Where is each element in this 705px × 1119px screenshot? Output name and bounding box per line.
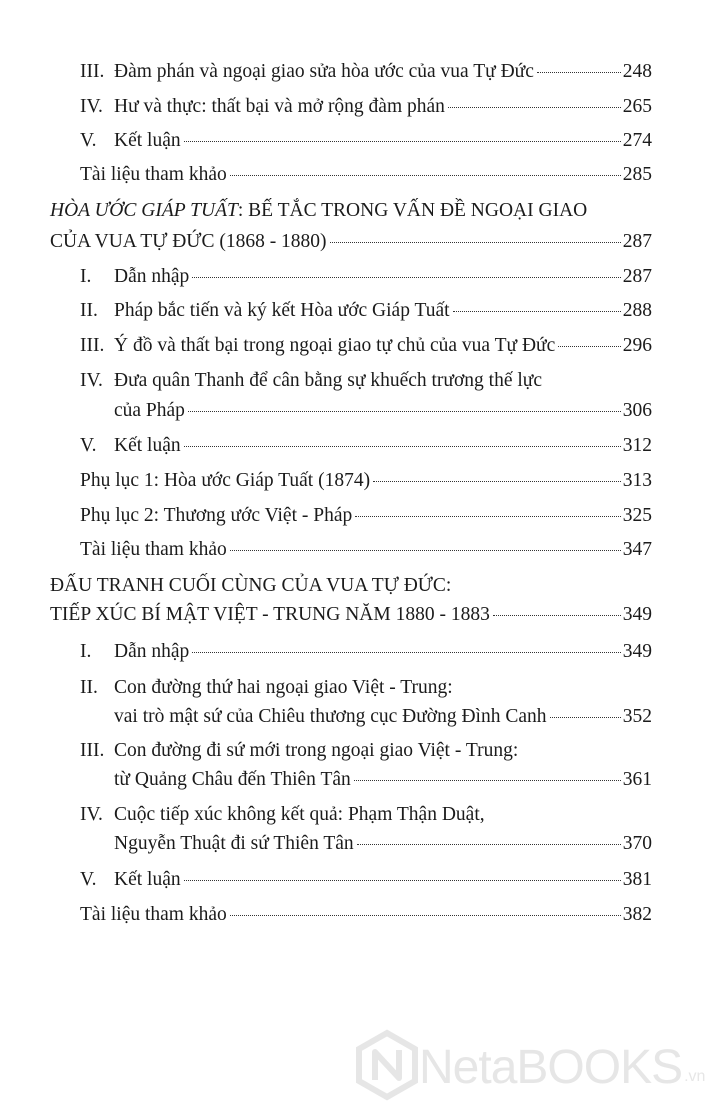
netabooks-logo-icon <box>355 1030 419 1105</box>
dot-leader <box>373 481 621 482</box>
dot-leader <box>330 242 621 243</box>
toc-entry <box>80 60 652 84</box>
dot-leader <box>357 844 621 845</box>
watermark <box>355 1030 705 1105</box>
toc-entry <box>80 504 652 528</box>
entry-title: Kết luận <box>114 869 181 890</box>
chapter-title-rest: : BẾ TẮC TRONG VẤN ĐỀ NGOẠI GIAO <box>237 200 588 221</box>
entry-number: IV. <box>80 96 103 117</box>
entry-title: Tài liệu tham khảo <box>80 164 227 185</box>
toc-entry-line1 <box>80 369 542 393</box>
toc-entry <box>80 265 652 289</box>
watermark-brand: NetaBOOKS <box>419 1041 683 1094</box>
toc-entry-line1 <box>80 803 485 827</box>
toc-entry-line2: của Pháp 306 <box>114 400 652 421</box>
dot-leader <box>184 880 621 881</box>
toc-entry <box>80 434 652 458</box>
entry-title: Phụ lục 1: Hòa ước Giáp Tuất (1874) <box>80 470 371 491</box>
dot-leader <box>354 780 621 781</box>
entry-title: Kết luận <box>114 435 181 456</box>
dot-leader <box>192 277 620 278</box>
toc-entry <box>80 903 652 927</box>
chapter-title-line2: CỦA VUA TỰ ĐỨC (1868 - 1880) 287 <box>50 231 652 252</box>
dot-leader <box>188 411 621 412</box>
dot-leader <box>230 550 621 551</box>
entry-number: IV. <box>80 804 103 825</box>
dot-leader <box>453 311 621 312</box>
entry-page: 347 <box>622 539 652 560</box>
entry-title: Tài liệu tham khảo <box>80 539 227 560</box>
entry-title: Phụ lục 2: Thương ước Việt - Pháp <box>80 505 353 526</box>
entry-page: 382 <box>622 904 652 925</box>
toc-entry <box>80 299 652 323</box>
entry-page: 248 <box>622 61 652 82</box>
toc-entry <box>80 868 652 892</box>
watermark-suffix: .vn <box>684 1067 705 1085</box>
entry-page: 285 <box>622 164 652 185</box>
entry-page: 306 <box>622 400 652 421</box>
entry-number: III. <box>80 335 105 356</box>
toc-entry-line2: vai trò mật sứ của Chiêu thương cục Đường Đình Canh 352 <box>114 706 652 727</box>
toc-entry <box>80 469 652 493</box>
chapter-page: 349 <box>622 604 652 625</box>
entry-number: III. <box>80 61 105 82</box>
dot-leader <box>184 141 621 142</box>
entry-title: Cuộc tiếp xúc không kết quả: Phạm Thận Duật, <box>114 804 485 825</box>
dot-leader <box>493 615 621 616</box>
toc-entry-line2: Nguyễn Thuật đi sứ Thiên Tân 370 <box>114 833 652 854</box>
toc-entry <box>80 129 652 153</box>
entry-title: Dẫn nhập <box>114 266 190 287</box>
toc-entry <box>80 95 652 119</box>
entry-number: II. <box>80 300 98 321</box>
entry-number: I. <box>80 641 92 662</box>
entry-title: Ý đồ và thất bại trong ngoại giao tự chủ của vua Tự Đức <box>114 335 556 356</box>
entry-page: 381 <box>622 869 652 890</box>
chapter-title-line2: TIẾP XÚC BÍ MẬT VIỆT - TRUNG NĂM 1880 - 1883 349 <box>50 604 652 625</box>
entry-number: V. <box>80 435 97 456</box>
entry-title: Hư và thực: thất bại và mở rộng đàm phán <box>114 96 445 117</box>
entry-number: I. <box>80 266 92 287</box>
entry-title: Con đường thứ hai ngoại giao Việt - Trung: <box>114 677 453 698</box>
entry-number: V. <box>80 869 97 890</box>
toc-entry-line2: từ Quảng Châu đến Thiên Tân 361 <box>114 769 652 790</box>
toc-entry-line1 <box>80 739 518 763</box>
chapter-page: 287 <box>622 231 652 252</box>
entry-title: Dẫn nhập <box>114 641 190 662</box>
dot-leader <box>184 446 621 447</box>
entry-page: 288 <box>622 300 652 321</box>
entry-number: IV. <box>80 370 103 391</box>
chapter-title <box>50 199 587 223</box>
chapter-title-italic: HÒA ƯỚC GIÁP TUẤT <box>50 200 238 221</box>
entry-page: 274 <box>622 130 652 151</box>
entry-page: 265 <box>622 96 652 117</box>
entry-page: 296 <box>622 335 652 356</box>
entry-number: V. <box>80 130 97 151</box>
chapter-title: ĐẤU TRANH CUỐI CÙNG CỦA VUA TỰ ĐỨC: <box>50 575 452 596</box>
entry-page: 325 <box>622 505 652 526</box>
dot-leader <box>230 175 621 176</box>
entry-page: 370 <box>622 833 652 854</box>
entry-title: Pháp bắc tiến và ký kết Hòa ước Giáp Tuất <box>114 300 450 321</box>
entry-page: 349 <box>622 641 652 662</box>
dot-leader <box>537 72 621 73</box>
entry-title: Con đường đi sứ mới trong ngoại giao Việt - Trung: <box>114 740 519 761</box>
toc-entry <box>80 538 652 562</box>
entry-page: 313 <box>622 470 652 491</box>
entry-title: Đàm phán và ngoại giao sửa hòa ước của vua Tự Đức <box>114 61 534 82</box>
dot-leader <box>448 107 621 108</box>
entry-number: III. <box>80 740 105 761</box>
entry-title: Đưa quân Thanh để cân bằng sự khuếch trương thế lực <box>114 370 543 391</box>
toc-entry-line1 <box>80 676 453 700</box>
toc-entry <box>80 163 652 187</box>
dot-leader <box>230 915 621 916</box>
dot-leader <box>550 717 621 718</box>
entry-page: 287 <box>622 266 652 287</box>
dot-leader <box>558 346 620 347</box>
dot-leader <box>355 516 621 517</box>
dot-leader <box>192 652 620 653</box>
entry-title: Kết luận <box>114 130 181 151</box>
toc-entry <box>80 334 652 358</box>
entry-page: 312 <box>622 435 652 456</box>
entry-number: II. <box>80 677 98 698</box>
entry-page: 352 <box>622 706 652 727</box>
toc-entry <box>80 640 652 664</box>
entry-title: Tài liệu tham khảo <box>80 904 227 925</box>
entry-page: 361 <box>622 769 652 790</box>
